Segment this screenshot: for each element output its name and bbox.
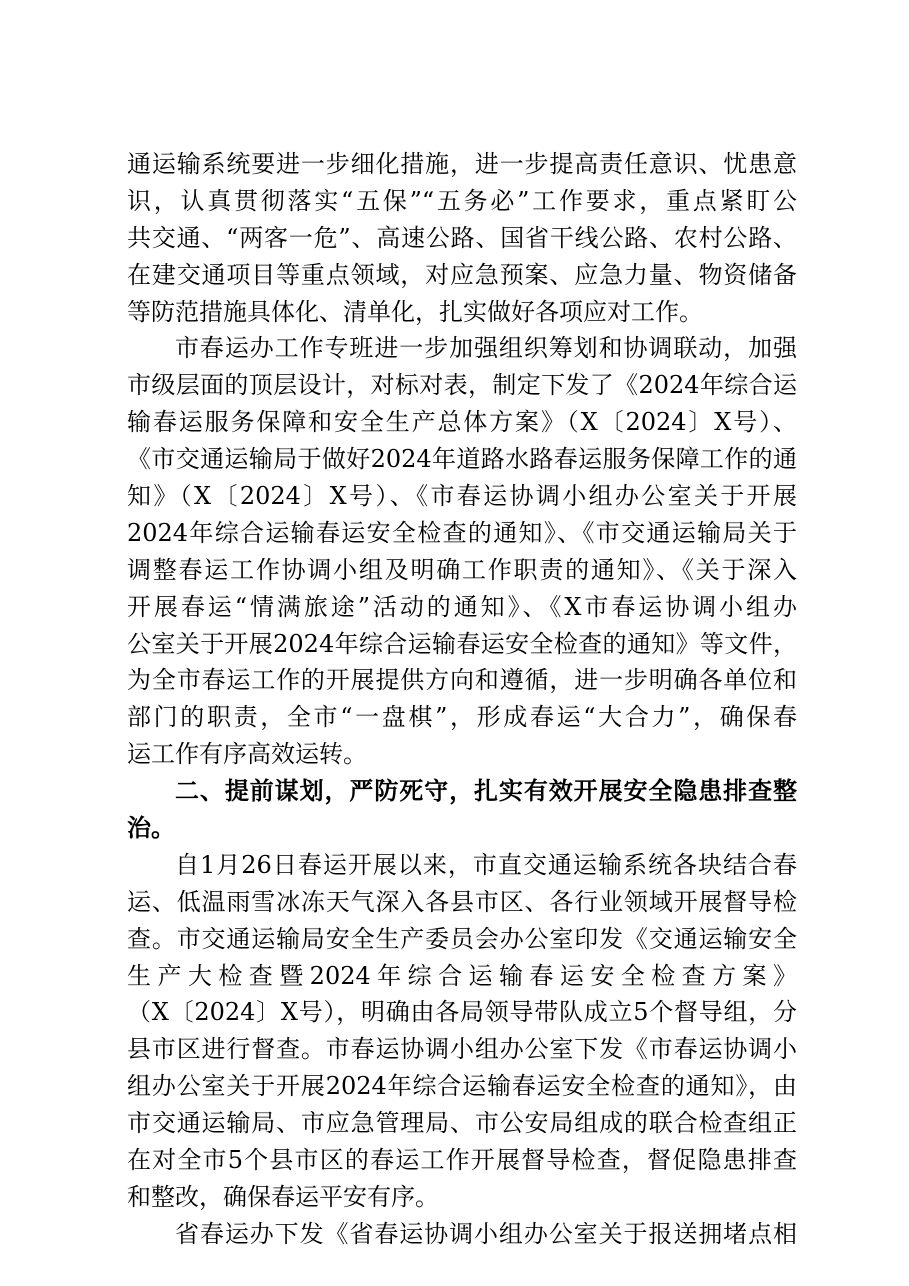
text-line: 市级层面的顶层设计，对标对表，制定下发了《2024年综合运 xyxy=(127,371,797,400)
text-line: 输春运服务保障和安全生产总体方案》（X〔2024〕X号）、 xyxy=(127,408,797,437)
text-line: 查。市交通运输局安全生产委员会办公室印发《交通运输安全 xyxy=(127,924,797,953)
heading-line: 二、提前谋划，严防死守，扎实有效开展安全隐患排查整 xyxy=(175,777,797,806)
paragraph xyxy=(127,847,797,1216)
document-body xyxy=(127,146,797,1253)
paragraph xyxy=(127,330,797,773)
text-line: 开展春运“情满旅途”活动的通知》、《X市春运协调小组办 xyxy=(127,592,797,621)
text-line: 《市交通运输局于做好2024年道路水路春运服务保障工作的通 xyxy=(127,445,797,474)
text-line: 市交通运输局、市应急管理局、市公安局组成的联合检查组正 xyxy=(127,1109,797,1138)
text-line: 等防范措施具体化、清单化，扎实做好各项应对工作。 xyxy=(127,297,703,326)
text-line: 组办公室关于开展2024年综合运输春运安全检查的通知》，由 xyxy=(127,1072,797,1101)
text-line: 生产大检查暨2024年综合运输春运安全检查方案》 xyxy=(127,961,797,990)
text-line: （X〔2024〕X号），明确由各局领导带队成立5个督导组，分 xyxy=(127,998,797,1027)
text-line: 市春运办工作专班进一步加强组织筹划和协调联动，加强 xyxy=(175,334,797,363)
text-line: 共交通、“两客一危”、高速公路、国省干线公路、农村公路、 xyxy=(127,223,797,252)
text-line: 运工作有序高效运转。 xyxy=(127,740,367,769)
text-line: 和整改，确保春运平安有序。 xyxy=(127,1182,439,1211)
text-line: 识，认真贯彻落实“五保”“五务必”工作要求，重点紧盯公 xyxy=(127,186,797,215)
text-line: 自1月26日春运开展以来，市直交通运输系统各块结合春 xyxy=(175,850,797,879)
text-line: 为全市春运工作的开展提供方向和遵循，进一步明确各单位和 xyxy=(127,666,797,695)
text-line: 知》（X〔2024〕X号）、《市春运协调小组办公室关于开展 xyxy=(127,482,797,511)
text-line: 公室关于开展2024年综合运输春运安全检查的通知》等文件， xyxy=(127,629,797,658)
text-line: 运、低温雨雪冰冻天气深入各县市区、各行业领域开展督导检 xyxy=(127,887,797,916)
heading-line: 治。 xyxy=(127,814,175,843)
section-heading xyxy=(127,773,797,847)
text-line: 在对全市5个县市区的春运工作开展督导检查，督促隐患排查 xyxy=(127,1146,797,1175)
text-line: 通运输系统要进一步细化措施，进一步提高责任意识、忧患意 xyxy=(127,150,797,178)
paragraph xyxy=(127,1216,797,1253)
text-line: 县市区进行督查。市春运协调小组办公室下发《市春运协调小 xyxy=(127,1035,797,1064)
paragraph xyxy=(127,146,797,330)
text-line: 调整春运工作协调小组及明确工作职责的通知》、《关于深入 xyxy=(127,555,797,584)
text-line: 2024年综合运输春运安全检查的通知》、《市交通运输局关于 xyxy=(127,518,797,547)
text-line: 部门的职责，全市“一盘棋”，形成春运“大合力”，确保春 xyxy=(127,703,797,732)
text-line: 在建交通项目等重点领域，对应急预案、应急力量、物资储备 xyxy=(127,260,797,289)
text-line: 省春运办下发《省春运协调小组办公室关于报送拥堵点相 xyxy=(175,1219,797,1248)
